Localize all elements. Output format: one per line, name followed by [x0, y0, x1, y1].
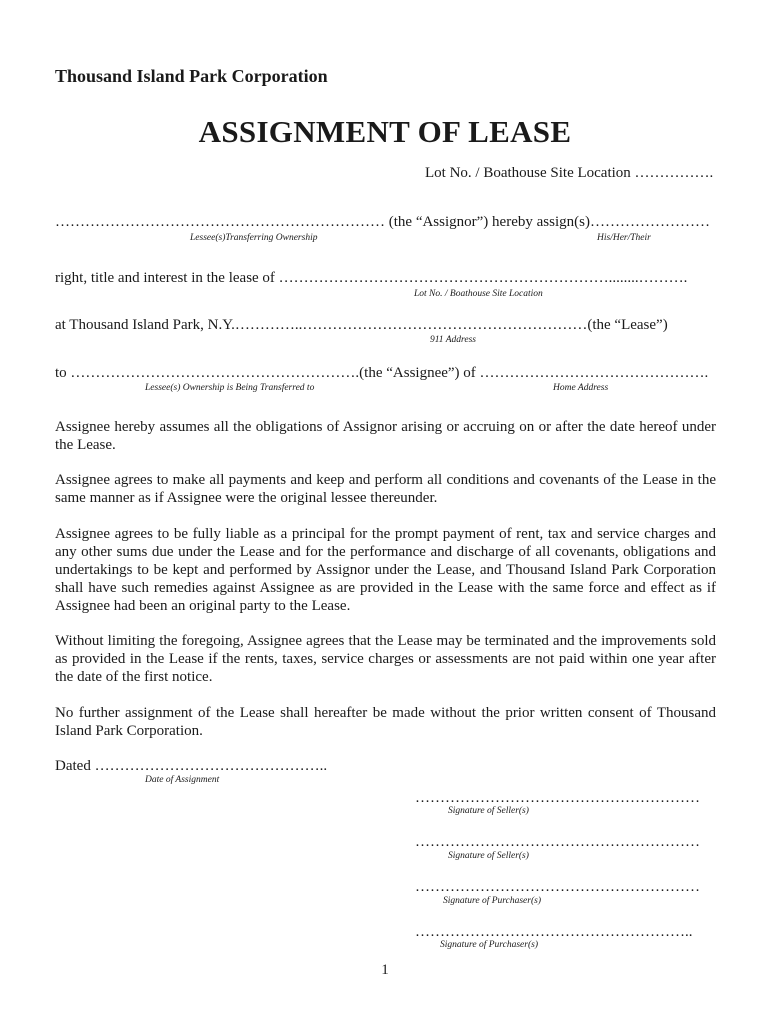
- page-number: 1: [381, 962, 389, 978]
- paragraph-termination: Without limiting the foregoing, Assignee agrees that the Lease may be terminated and the improvements sold as provided in the Lease if the rents, taxes, service charges or assessments are not paid within one year after the date of the first notice.: [55, 633, 716, 685]
- pronoun-caption: His/Her/Their: [597, 233, 651, 243]
- assignee-field[interactable]: to ………………………………………………….(the “Assignee”) of ……………………………………….: [55, 365, 709, 381]
- organization-name: Thousand Island Park Corporation: [55, 66, 328, 86]
- paragraph-obligations: Assignee hereby assumes all the obligations of Assignor arising or accruing on or after the date hereof under the Lease.: [55, 419, 716, 453]
- assignor-field[interactable]: ………………………………………………………… (the “Assignor”) hereby assign(s)……………………: [55, 214, 710, 230]
- assignor-caption: Lessee(s)Transferring Ownership: [190, 233, 318, 243]
- paragraph-payments: Assignee agrees to make all payments and keep and perform all conditions and covenants of the Lease in the same manner as if Assignee were the original lessee thereunder.: [55, 472, 716, 506]
- document-title: ASSIGNMENT OF LEASE: [198, 114, 572, 149]
- seller-signature-line-1[interactable]: …………………………………………………: [415, 790, 700, 806]
- purchaser-signature-caption-2: Signature of Purchaser(s): [440, 940, 538, 950]
- paragraph-liability: Assignee agrees to be fully liable as a principal for the prompt payment of rent, tax and service charges and any other sums due under the Lease and for the performance and discharge of all covenants, obligations and undertakings to be kept and performed by Assignor under the Lease, and Thousand Island Park Corporation shall have such remedies against Assignee as are provided in the Lease with the same force and effect as if Assignee had been an original party to the Lease.: [55, 526, 716, 614]
- seller-signature-line-2[interactable]: …………………………………………………: [415, 834, 700, 850]
- purchaser-signature-line-1[interactable]: …………………………………………………: [415, 879, 700, 895]
- purchaser-signature-caption-1: Signature of Purchaser(s): [443, 896, 541, 906]
- dated-caption: Date of Assignment: [145, 775, 220, 785]
- lot-location-field[interactable]: Lot No. / Boathouse Site Location …………….: [425, 165, 714, 181]
- lease-lot-caption: Lot No. / Boathouse Site Location: [414, 289, 543, 299]
- seller-signature-caption-1: Signature of Seller(s): [448, 806, 529, 816]
- purchaser-signature-line-2[interactable]: ………………………………………………..: [415, 924, 693, 940]
- paragraph-no-further-assignment: No further assignment of the Lease shall hereafter be made without the prior written consent of Thousand Island Park Corporation.: [55, 705, 716, 739]
- lease-lot-field[interactable]: right, title and interest in the lease of …………………………………………………………........……….: [55, 270, 688, 286]
- dated-field[interactable]: Dated ………………………………………..: [55, 758, 328, 774]
- home-address-caption: Home Address: [553, 383, 609, 393]
- address-field[interactable]: at Thousand Island Park, N.Y.…………..…………………………………………………(the “Lease”): [55, 317, 668, 333]
- seller-signature-caption-2: Signature of Seller(s): [448, 851, 529, 861]
- assignee-caption: Lessee(s) Ownership is Being Transferred to: [145, 383, 315, 393]
- address-caption: 911 Address: [430, 335, 477, 345]
